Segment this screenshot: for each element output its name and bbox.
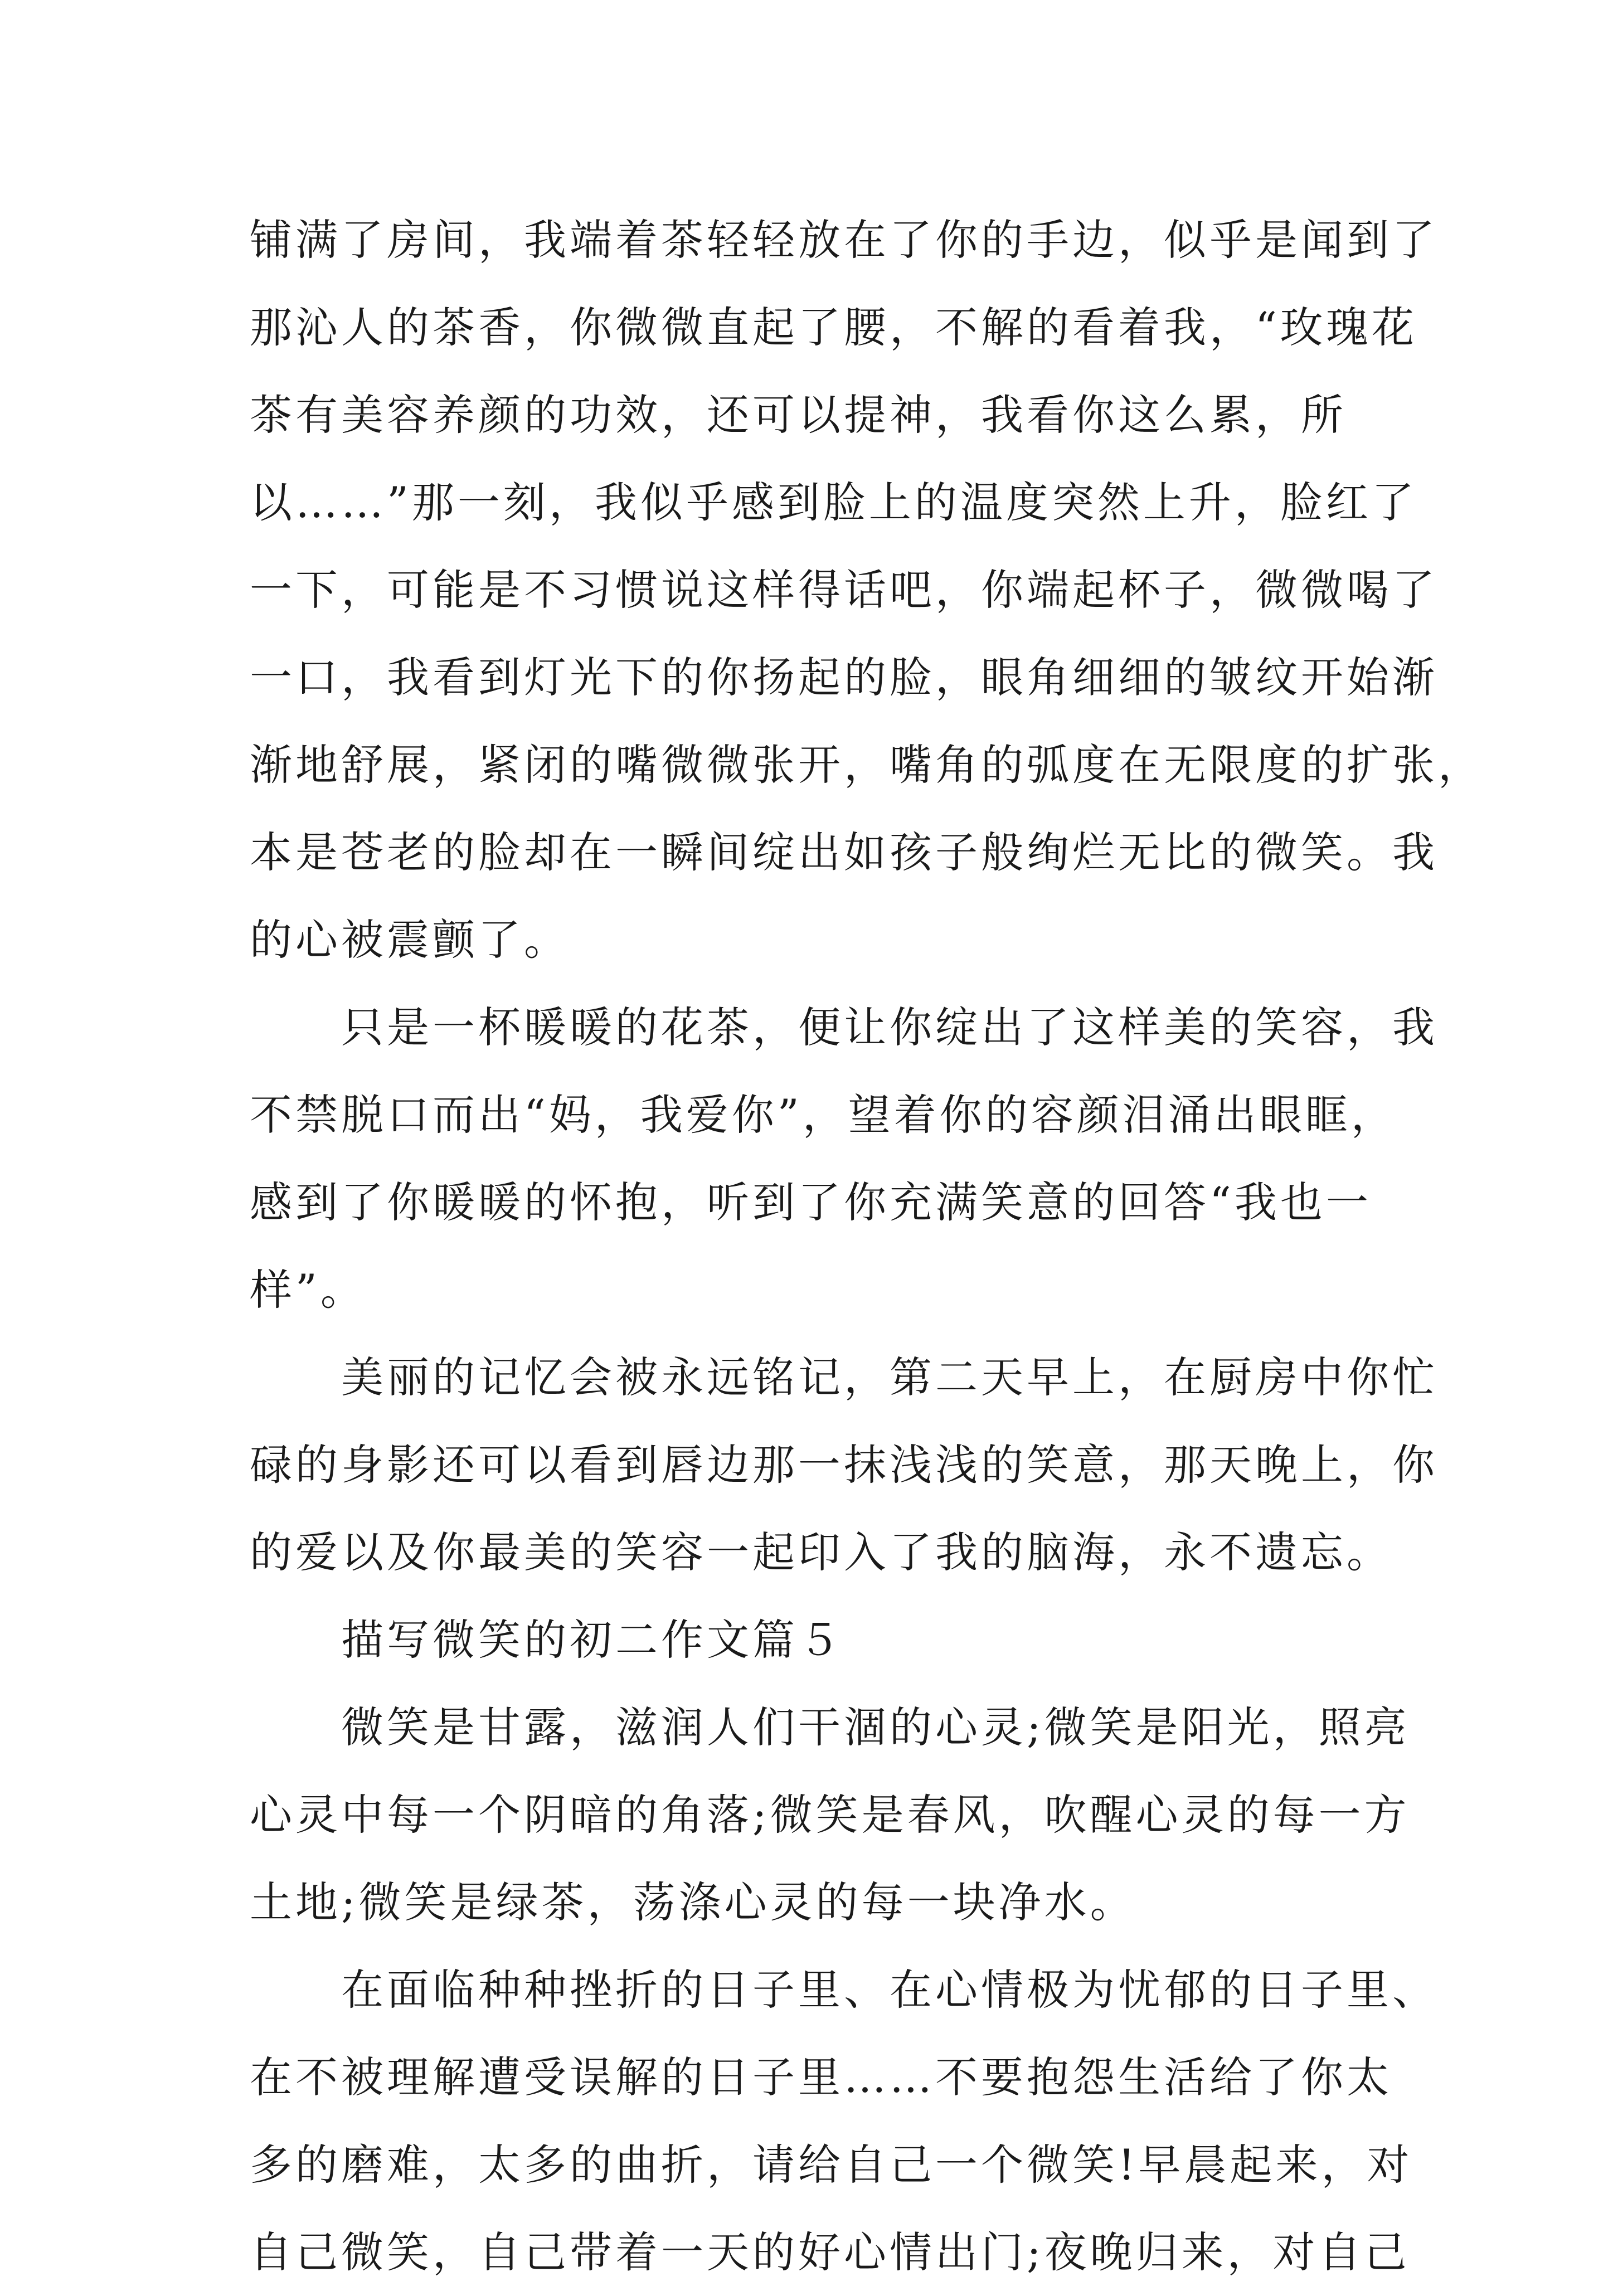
text-line: 美丽的记忆会被永远铭记，第二天早上，在厨房中你忙 (250, 1353, 1438, 1402)
text-line: 那沁人的茶香，你微微直起了腰，不解的看着我，“玫瑰花 (250, 303, 1417, 352)
text-line: 渐地舒展，紧闭的嘴微微张开，嘴角的弧度在无限度的扩张， (250, 740, 1484, 790)
text-line: 微笑是甘露，滋润人们干涸的心灵;微笑是阳光，照亮 (250, 1702, 1410, 1752)
text-line: 碌的身影还可以看到唇边那一抹浅浅的笑意，那天晚上，你 (250, 1440, 1438, 1490)
text-line: 一下，可能是不习惯说这样得话吧，你端起杯子，微微喝了 (250, 565, 1438, 615)
text-line: 在面临种种挫折的日子里、在心情极为忧郁的日子里、 (250, 1965, 1438, 2015)
text-line: 一口，我看到灯光下的你扬起的脸，眼角细细的皱纹开始渐 (250, 653, 1438, 702)
text-line: 的爱以及你最美的笑容一起印入了我的脑海，永不遗忘。 (250, 1528, 1392, 1577)
text-line: 只是一杯暖暖的花茶，便让你绽出了这样美的笑容，我 (250, 1003, 1438, 1052)
section-heading: 描写微笑的初二作文篇５ (250, 1615, 844, 1665)
essay-text (250, 196, 1484, 2296)
text-line: 本是苍老的脸却在一瞬间绽出如孩子般绚烂无比的微笑。我 (250, 828, 1438, 877)
text-line: 的心被震颤了。 (250, 915, 570, 965)
text-line: 不禁脱口而出“妈，我爱你”，望着你的容颜泪涌出眼眶， (250, 1090, 1397, 1140)
text-line: 自己微笑，自己带着一天的好心情出门;夜晚归来，对自己 (250, 2227, 1410, 2277)
text-line: 感到了你暖暖的怀抱，听到了你充满笑意的回答“我也一 (250, 1178, 1372, 1227)
text-line: 样”。 (250, 1265, 366, 1315)
text-line: 在不被理解遭受误解的日子里……不要抱怨生活给了你太 (250, 2052, 1392, 2102)
text-line: 铺满了房间，我端着茶轻轻放在了你的手边，似乎是闻到了 (250, 215, 1438, 265)
text-line: 心灵中每一个阴暗的角落;微笑是春风，吹醒心灵的每一方 (250, 1790, 1410, 1840)
text-line: 土地;微笑是绿茶，荡涤心灵的每一块净水。 (250, 1877, 1136, 1927)
text-line: 以……”那一刻，我似乎感到脸上的温度突然上升，脸红了 (250, 478, 1417, 527)
text-line: 多的磨难，太多的曲折，请给自己一个微笑!早晨起来，对 (250, 2140, 1413, 2190)
text-line: 茶有美容养颜的功效，还可以提神，我看你这么累，所 (250, 390, 1347, 440)
